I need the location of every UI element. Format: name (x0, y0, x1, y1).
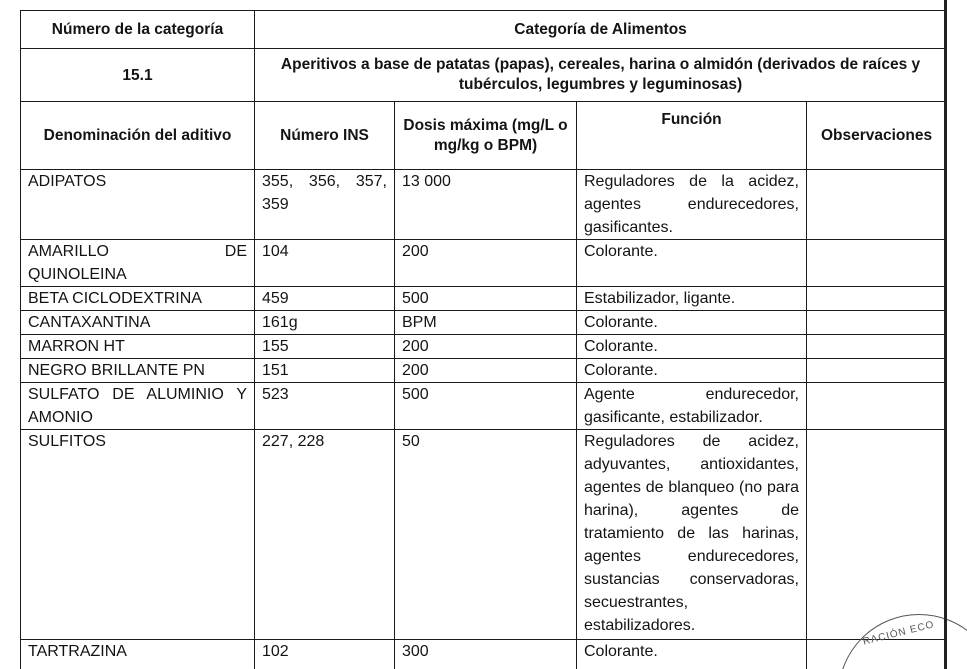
ins-number: 161g (255, 311, 395, 335)
table-row (21, 240, 947, 287)
col-function: Función (577, 102, 807, 170)
table-row (21, 640, 947, 669)
additive-name (21, 240, 255, 287)
table-row (21, 311, 947, 335)
observations (807, 287, 947, 311)
max-dose: 200 (395, 359, 577, 383)
additive-name: TARTRAZINA (21, 640, 255, 669)
ins-number: 459 (255, 287, 395, 311)
max-dose: 500 (395, 287, 577, 311)
header-row-labels (21, 11, 947, 49)
function-text: Reguladores de la acidez, agentes endurecedores, gasificantes. (577, 170, 807, 240)
max-dose: BPM (395, 311, 577, 335)
max-dose: 500 (395, 383, 577, 430)
max-dose: 200 (395, 335, 577, 359)
ins-number: 155 (255, 335, 395, 359)
additive-name: BETA CICLODEXTRINA (21, 287, 255, 311)
column-header-row (21, 102, 947, 170)
additive-name: SULFITOS (21, 430, 255, 640)
stamp-text: RACIÓN ECO (861, 619, 936, 648)
food-additives-table (20, 10, 947, 669)
ins-number: 102 (255, 640, 395, 669)
category-number: 15.1 (21, 49, 255, 102)
observations (807, 383, 947, 430)
observations (807, 240, 947, 287)
table-row (21, 359, 947, 383)
ins-number: 355, 356, 357, 359 (255, 170, 395, 240)
function-text: Estabilizador, ligante. (577, 287, 807, 311)
ins-number: 104 (255, 240, 395, 287)
col-additive-name: Denominación del aditivo (21, 102, 255, 170)
table-row (21, 430, 947, 640)
additive-name-part: AMARILLO (28, 243, 109, 260)
function-text: Colorante. (577, 640, 807, 669)
max-dose: 200 (395, 240, 577, 287)
additive-name: NEGRO BRILLANTE PN (21, 359, 255, 383)
function-text: Reguladores de acidez, adyuvantes, antioxidantes, agentes de blanqueo (no para harina), agentes de tratamiento de las harinas, agentes endurecedores, sustancias conservadoras, secuestrantes, estabilizadores. (577, 430, 807, 640)
table-row (21, 170, 947, 240)
function-text: Colorante. (577, 240, 807, 287)
function-text: Colorante. (577, 359, 807, 383)
observations (807, 430, 947, 640)
max-dose: 300 (395, 640, 577, 669)
additive-name: SULFATO DE ALUMINIO Y AMONIO (21, 383, 255, 430)
col-max-dose: Dosis máxima (mg/L o mg/kg o BPM) (395, 102, 577, 170)
ins-number: 227, 228 (255, 430, 395, 640)
max-dose: 50 (395, 430, 577, 640)
function-text: Colorante. (577, 335, 807, 359)
observations (807, 335, 947, 359)
observations (807, 359, 947, 383)
page-edge (944, 0, 947, 669)
ins-number: 151 (255, 359, 395, 383)
additive-name: CANTAXANTINA (21, 311, 255, 335)
category-number-label: Número de la categoría (21, 11, 255, 49)
additive-name: ADIPATOS (21, 170, 255, 240)
table-row (21, 287, 947, 311)
additive-name-part: DE (224, 243, 247, 260)
table-row (21, 335, 947, 359)
food-category-label: Categoría de Alimentos (255, 11, 947, 49)
max-dose: 13 000 (395, 170, 577, 240)
observations (807, 170, 947, 240)
additive-name: MARRON HT (21, 335, 255, 359)
additive-name-part: QUINOLEINA (28, 266, 127, 283)
function-text: Agente endurecedor, gasificante, estabilizador. (577, 383, 807, 430)
ins-number: 523 (255, 383, 395, 430)
col-ins-number: Número INS (255, 102, 395, 170)
function-text: Colorante. (577, 311, 807, 335)
observations (807, 311, 947, 335)
table-row (21, 383, 947, 430)
category-name: Aperitivos a base de patatas (papas), cereales, harina o almidón (derivados de raíces y tubérculos, legumbres y leguminosas) (255, 49, 947, 102)
header-row-category (21, 49, 947, 102)
col-observations: Observaciones (807, 102, 947, 170)
